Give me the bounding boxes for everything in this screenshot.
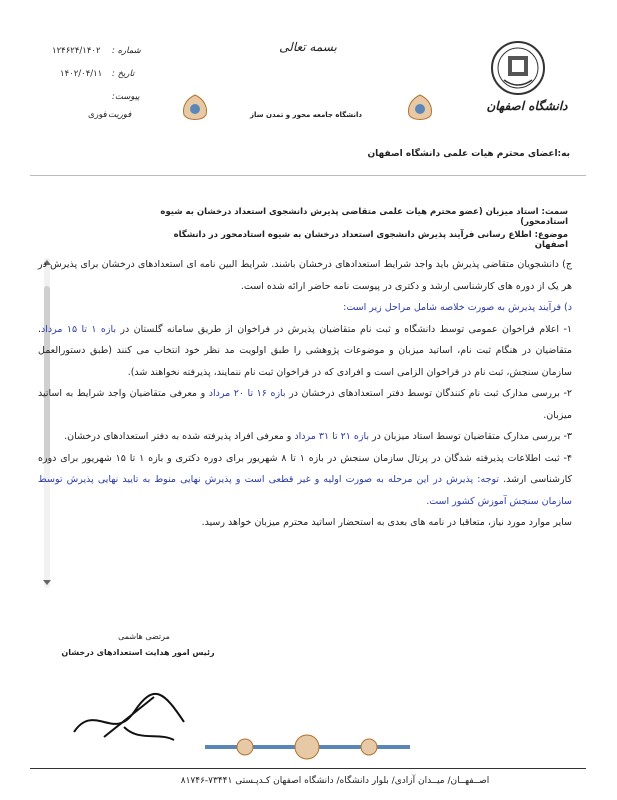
paragraph-c: ج) دانشجویان متقاضی پذیرش باید واجد شرایط استعدادهای درخشان باشند. شرایط ا‌لبین نامه ای استعدادهای درخشان برای پذیرش در هر یک از دوره های کارشناسی ارشد و دکتری در پیوست نامه حاضر ارائه شده است. — [38, 259, 572, 292]
sender-line: سمت: استاد میزبان (عضو محترم هیات علمی متقاضی پذیرش دانشجوی استعداد درخشان به شیوه استادمحور) — [160, 207, 568, 227]
attachment-label: پیوست: — [112, 92, 140, 102]
step-2-range: بازه ۱۶ تا ۲۰ مرداد — [208, 388, 286, 399]
divider — [30, 175, 586, 176]
signer-name: مرتضی هاشمی — [118, 632, 170, 641]
scroll-down-arrow-icon[interactable] — [43, 580, 51, 585]
paragraph-d: د) فرآیند پذیرش به صورت خلاصه شامل مراحل زیر است: — [343, 302, 572, 313]
step-3-text-2: و معرفی افراد پذیرفته شده به دفتر استعدادهای درخشان. — [64, 431, 295, 442]
step-1-text: ۱- اعلام فراخوان عمومی توسط دانشگاه و ثبت نام متقاضیان پذیرش در فراخوان از طریق سامانه گلستان در — [120, 323, 572, 335]
step-1-text-2: . متقاضیان در هنگام ثبت نام، اساتید میزبان و موضوعات پژوهشی را طبق اولویت مد نظر خود انتخاب می کنند (طبق دستورالعمل سازمان سنجش، ثبت نام در فراخوان الزامی است و افرادی که در فراخوان ثبت نام ننمایند، پذیرفته نخواهند شد). — [38, 323, 572, 378]
step-4-note: توجه: پذیرش در این مرحله به صورت اولیه و غیر قطعی است و پذیرش نهایی منوط به تایید نهایی پذیرش توسط سازمان سنجش آموزش کشور است. — [38, 474, 572, 507]
subject-line: موضوع: اطلاع رسانی فرآیند پذیرش دانشجوی استعداد درخشان به شیوه استادمحور در دانشگاه اصفهان — [173, 230, 568, 250]
letter-date: ۱۴۰۲/۰۴/۱۱ — [60, 69, 103, 79]
signer-title: رئیس امور هدایت استعدادهای درخشان — [61, 648, 215, 657]
ornament-right — [405, 93, 435, 123]
ornament-left — [180, 93, 210, 123]
letter-body — [38, 254, 572, 534]
step-1 — [38, 319, 572, 384]
urgency-label: فوریت — [108, 110, 132, 120]
signature — [64, 682, 214, 752]
university-name: دانشگاه اصفهان — [486, 99, 568, 113]
basmala-heading: بسمه تعالی — [279, 40, 337, 54]
closing-paragraph: سایر موارد مورد نیاز، متعاقبا در نامه های بعدی به استحضار اساتید محترم میزبان خواهد رسید. — [201, 517, 572, 528]
date-label: تاریخ : — [112, 69, 135, 79]
step-1-range: بازه ۱ تا ۱۵ مرداد — [41, 323, 117, 335]
letter-number: ۱۲۴۶۲۴/۱۴۰۲ — [52, 46, 101, 56]
urgency-value: فوری — [88, 110, 108, 120]
step-3 — [38, 426, 572, 448]
step-2-text: ۲- بررسی مدارک ثبت نام کنندگان توسط دفتر استعدادهای درخشان در — [289, 388, 572, 399]
step-4-text: ۴- ثبت اطلاعات پذیرفته شدگان در پرتال سازمان سنجش در بازه ۱ تا ۸ شهریور برای دوره دکتری و بازه ۱ تا ۱۵ شهریور برای دوره کارشناسی ارشد. — [38, 452, 572, 485]
step-2 — [38, 383, 572, 426]
step-2-text-2: و معرفی متقاضیان واجد شرایط به اساتید میزبان. — [38, 388, 572, 421]
step-3-text: ۳- بررسی مدارک متقاضیان توسط استاد میزبان در — [372, 431, 572, 442]
footer-ornament — [205, 733, 410, 763]
number-label: شماره : — [112, 46, 141, 56]
footer-address: اصــفهــان/ میــدان آزادی/ بلوار دانشگاه/ دانشگاه اصفهان کـدپـستی ۷۳۴۴۱-۸۱۷۴۶ — [180, 776, 490, 786]
step-3-range: بازه ۲۱ تا ۳۱ مرداد — [294, 431, 370, 442]
university-subtitle: دانشگاه جامعه محور و تمدن ساز — [250, 111, 362, 119]
recipient-line: به:اعضای محترم هیات علمی دانشگاه اصفهان — [367, 149, 570, 159]
step-4 — [38, 448, 572, 513]
footer-divider — [30, 768, 586, 769]
